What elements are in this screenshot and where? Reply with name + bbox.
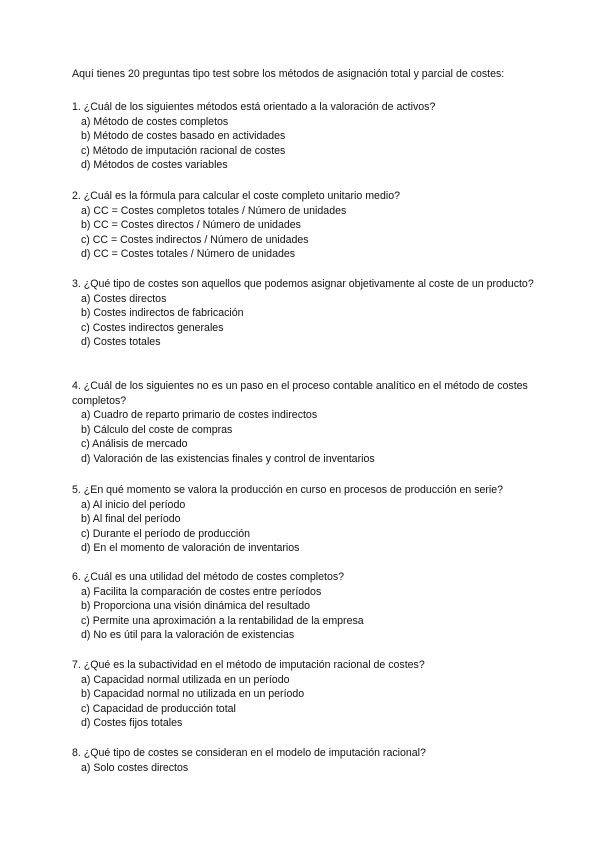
question-5: [72, 483, 542, 556]
option-a: a) Costes directos: [81, 292, 167, 305]
question-text: 8. ¿Qué tipo de costes se consideran en el modelo de imputación racional?: [72, 747, 426, 759]
question-3: [72, 277, 542, 350]
option-c: c) Permite una aproximación a la rentabilidad de la empresa: [81, 614, 364, 627]
option-c: c) CC = Costes indirectos / Número de unidades: [81, 233, 309, 246]
intro-text: Aquí tienes 20 preguntas tipo test sobre los métodos de asignación total y parcial de costes:: [72, 68, 505, 80]
question-text: 5. ¿En qué momento se valora la producción en curso en procesos de producción en serie?: [72, 484, 504, 496]
question-text: 2. ¿Cuál es la fórmula para calcular el coste completo unitario medio?: [72, 190, 400, 202]
options-list: [72, 761, 542, 776]
option-c: c) Análisis de mercado: [81, 438, 188, 451]
option-c: c) Método de imputación racional de costes: [81, 144, 286, 157]
question-text: 6. ¿Cuál es una utilidad del método de costes completos?: [72, 571, 345, 583]
option-a: a) Método de costes completos: [81, 115, 229, 128]
options-list: [72, 498, 542, 556]
option-b: b) Cálculo del coste de compras: [81, 423, 233, 436]
question-7: [72, 658, 542, 731]
option-c: c) Durante el período de producción: [81, 527, 251, 540]
question-text: 7. ¿Qué es la subactividad en el método de imputación racional de costes?: [72, 659, 425, 671]
question-text: 4. ¿Cuál de los siguientes no es un paso en el proceso contable analítico en el método de costes completos?: [72, 380, 528, 407]
question-text: 1. ¿Cuál de los siguientes métodos está orientado a la valoración de activos?: [72, 101, 436, 113]
option-a: a) Cuadro de reparto primario de costes indirectos: [81, 409, 318, 422]
option-a: a) Facilita la comparación de costes entre períodos: [81, 585, 322, 598]
option-d: d) Métodos de costes variables: [81, 159, 228, 172]
option-d: d) No es útil para la valoración de existencias: [81, 629, 295, 642]
question-1: [72, 100, 542, 173]
option-b: b) Método de costes basado en actividades: [81, 130, 286, 143]
options-list: [72, 204, 542, 262]
question-4: [72, 379, 542, 467]
options-list: [72, 408, 542, 466]
option-c: c) Costes indirectos generales: [81, 321, 224, 334]
option-d: d) Valoración de las existencias finales y control de inventarios: [81, 452, 375, 465]
option-a: a) Al inicio del período: [81, 498, 186, 511]
question-text: 3. ¿Qué tipo de costes son aquellos que podemos asignar objetivamente al coste de un producto?: [72, 278, 534, 290]
option-b: b) Proporciona una visión dinámica del resultado: [81, 600, 311, 613]
question-8: [72, 746, 542, 775]
options-list: [72, 585, 542, 643]
option-d: d) Costes fijos totales: [81, 717, 183, 730]
question-6: [72, 570, 542, 643]
option-b: b) Capacidad normal no utilizada en un período: [81, 688, 305, 701]
option-b: b) Costes indirectos de fabricación: [81, 307, 244, 320]
options-list: [72, 115, 542, 173]
option-d: d) Costes totales: [81, 336, 161, 349]
option-a: a) CC = Costes completos totales / Número de unidades: [81, 204, 347, 217]
option-a: a) Solo costes directos: [81, 761, 189, 774]
question-2: [72, 189, 542, 262]
options-list: [72, 292, 542, 350]
option-b: b) CC = Costes directos / Número de unidades: [81, 219, 301, 232]
options-list: [72, 673, 542, 731]
option-b: b) Al final del período: [81, 513, 181, 526]
option-c: c) Capacidad de producción total: [81, 702, 236, 715]
option-d: d) En el momento de valoración de inventarios: [81, 542, 300, 555]
option-d: d) CC = Costes totales / Número de unidades: [81, 248, 296, 261]
option-a: a) Capacidad normal utilizada en un período: [81, 673, 290, 686]
